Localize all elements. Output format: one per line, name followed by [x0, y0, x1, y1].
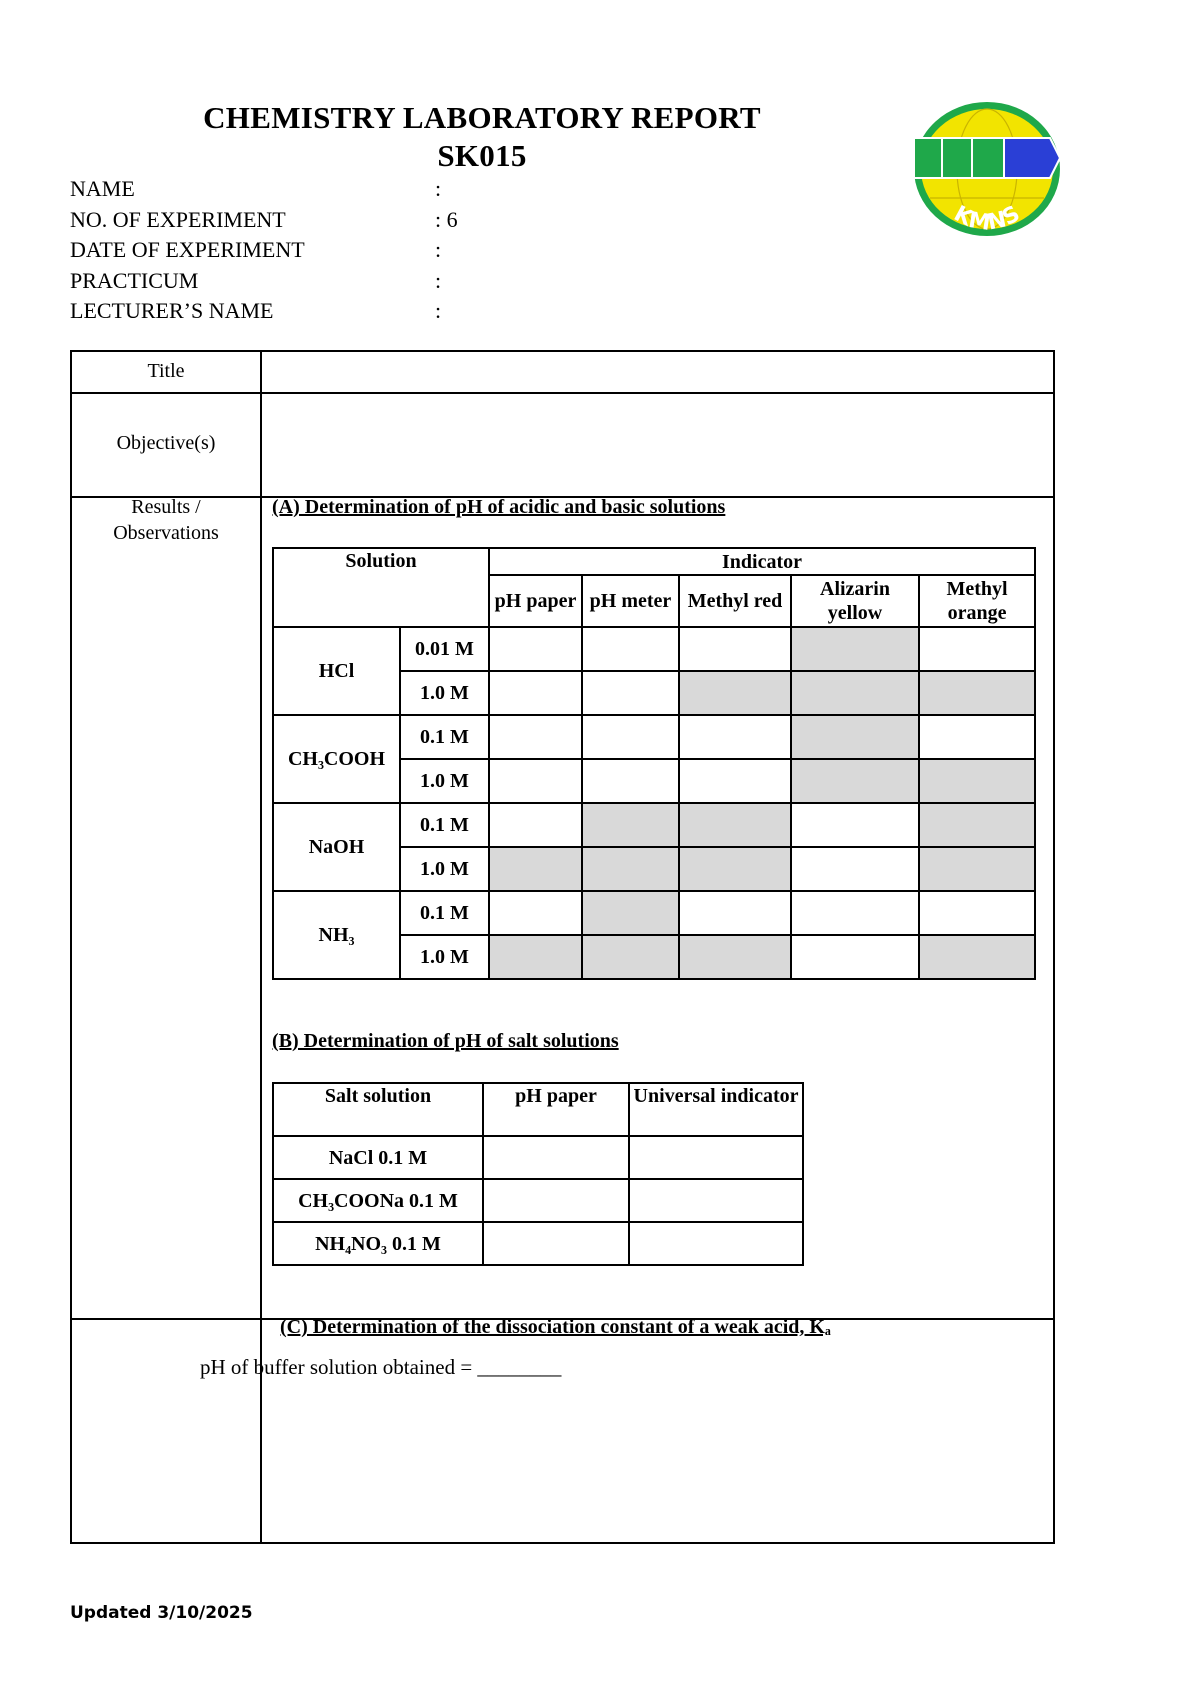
result-cell — [791, 847, 919, 891]
result-cell — [489, 671, 582, 715]
info-label: NAME — [70, 176, 135, 201]
result-cell — [791, 803, 919, 847]
buffer-ph-line: pH of buffer solution obtained = ________ — [200, 1355, 562, 1379]
info-value: : — [435, 298, 442, 324]
solution-name: CH₃COOH — [273, 715, 400, 803]
concentration: 0.01 M — [400, 627, 489, 671]
table-row — [273, 803, 1035, 847]
info-value: : — [435, 267, 442, 293]
solution-name: NH₃ — [273, 891, 400, 979]
shaded-cell — [489, 935, 582, 979]
result-cell — [919, 891, 1035, 935]
result-cell — [629, 1222, 803, 1265]
table-row — [273, 891, 1035, 935]
result-cell — [489, 715, 582, 759]
updated-date: Updated 3/10/2025 — [70, 1603, 253, 1623]
shaded-cell — [791, 627, 919, 671]
salt-name: NH₄NO₃ 0.1 M — [273, 1222, 483, 1265]
column-header: Methyl orange — [919, 575, 1035, 627]
objective-label: Objective(s) — [116, 432, 216, 454]
salt-header: Universal indicator — [629, 1083, 803, 1136]
report-title: CHEMISTRY LABORATORY REPORT — [203, 100, 761, 135]
shaded-cell — [919, 759, 1035, 803]
shaded-cell — [919, 935, 1035, 979]
salt-name: CH₃COONa 0.1 M — [273, 1179, 483, 1222]
shaded-cell — [919, 803, 1035, 847]
shaded-cell — [679, 803, 791, 847]
info-label: DATE OF EXPERIMENT — [70, 237, 305, 263]
salt-name: NaCl 0.1 M — [273, 1136, 483, 1179]
result-cell — [582, 759, 679, 803]
column-header: Methyl red — [679, 575, 791, 627]
shaded-cell — [919, 847, 1035, 891]
concentration: 1.0 M — [400, 847, 489, 891]
table-row — [273, 1222, 803, 1265]
solution-name: HCl — [273, 627, 400, 715]
result-cell — [489, 891, 582, 935]
result-cell — [679, 891, 791, 935]
result-cell — [629, 1179, 803, 1222]
result-cell — [582, 627, 679, 671]
acid-base-table — [272, 547, 1036, 980]
course-code: SK015 — [437, 138, 527, 173]
info-value: : — [435, 237, 442, 263]
result-cell — [679, 627, 791, 671]
section-a-heading: (A) Determination of pH of acidic and basic solutions — [272, 496, 726, 518]
results-label: Observations — [113, 522, 219, 544]
column-header: pH meter — [582, 575, 679, 627]
result-cell — [483, 1136, 629, 1179]
table-row — [273, 1136, 803, 1179]
shaded-cell — [582, 847, 679, 891]
concentration: 0.1 M — [400, 803, 489, 847]
section-b-heading: (B) Determination of pH of salt solutions — [272, 1030, 619, 1052]
salt-header: Salt solution — [273, 1083, 483, 1136]
shaded-cell — [791, 759, 919, 803]
college-logo — [912, 100, 1062, 238]
result-cell — [489, 627, 582, 671]
column-header: pH paper — [489, 575, 582, 627]
result-cell — [679, 759, 791, 803]
table-row — [273, 715, 1035, 759]
result-cell — [489, 803, 582, 847]
row-divider — [72, 392, 1053, 394]
column-header: Alizarin yellow — [791, 575, 919, 627]
info-label: LECTURER’S NAME — [70, 298, 274, 324]
result-cell — [791, 891, 919, 935]
title-label: Title — [147, 360, 185, 382]
result-cell — [489, 759, 582, 803]
shaded-cell — [679, 671, 791, 715]
result-cell — [582, 715, 679, 759]
salt-table — [272, 1082, 804, 1266]
solution-name: NaOH — [273, 803, 400, 891]
table-row — [273, 1179, 803, 1222]
concentration: 1.0 M — [400, 759, 489, 803]
concentration: 1.0 M — [400, 935, 489, 979]
salt-header: pH paper — [483, 1083, 629, 1136]
indicator-header: Indicator — [489, 548, 1035, 575]
shaded-cell — [679, 935, 791, 979]
section-c-heading: (C) Determination of the dissociation constant of a weak acid, Kₐ — [280, 1316, 831, 1338]
concentration: 0.1 M — [400, 715, 489, 759]
info-label: NO. OF EXPERIMENT — [70, 206, 286, 232]
concentration: 1.0 M — [400, 671, 489, 715]
shaded-cell — [791, 715, 919, 759]
shaded-cell — [582, 935, 679, 979]
result-cell — [582, 671, 679, 715]
shaded-cell — [919, 671, 1035, 715]
result-cell — [919, 627, 1035, 671]
shaded-cell — [791, 671, 919, 715]
result-cell — [483, 1179, 629, 1222]
shaded-cell — [582, 803, 679, 847]
result-cell — [919, 715, 1035, 759]
shaded-cell — [679, 847, 791, 891]
info-value: : 6 — [435, 206, 458, 232]
solution-header: Solution — [273, 548, 489, 627]
shaded-cell — [582, 891, 679, 935]
result-cell — [483, 1222, 629, 1265]
logo-text: KMNS — [949, 201, 1025, 236]
result-cell — [791, 935, 919, 979]
table-row — [273, 627, 1035, 671]
info-value: : — [435, 176, 442, 201]
result-cell — [679, 715, 791, 759]
concentration: 0.1 M — [400, 891, 489, 935]
results-label: Results / — [131, 496, 201, 518]
shaded-cell — [489, 847, 582, 891]
result-cell — [629, 1136, 803, 1179]
info-label: PRACTICUM — [70, 267, 199, 293]
